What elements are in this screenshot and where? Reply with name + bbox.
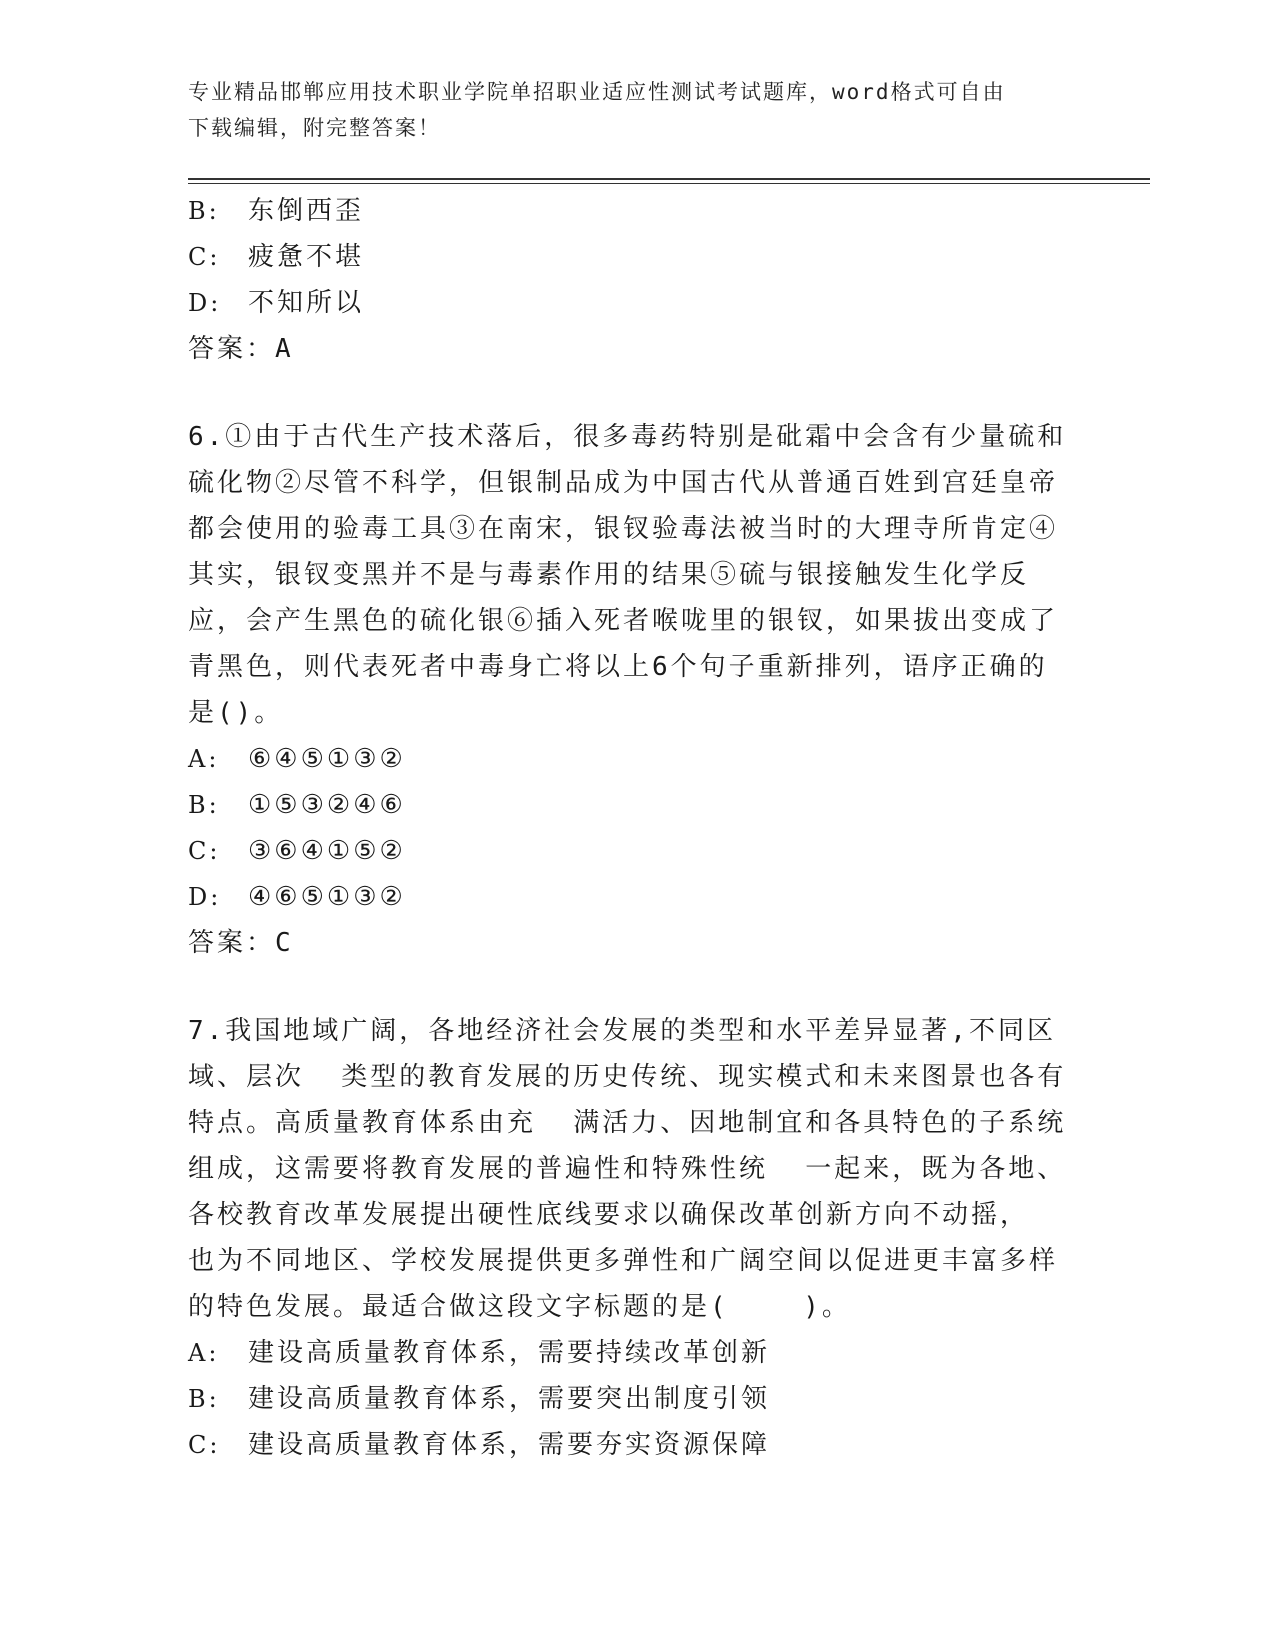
option-letter: C: xyxy=(188,837,221,865)
option-letter: C: xyxy=(188,1431,221,1459)
q6-option-c xyxy=(188,828,1088,874)
option-letter: D: xyxy=(188,289,222,317)
q7-option-a xyxy=(188,1330,1088,1376)
question-6 xyxy=(188,414,1088,966)
q5-option-b xyxy=(188,188,1088,234)
answer-label: 答案： xyxy=(188,334,276,364)
q6-option-a xyxy=(188,736,1088,782)
spacer xyxy=(188,966,1088,1008)
option-text: 疲惫不堪 xyxy=(248,242,365,272)
q6-option-d xyxy=(188,874,1088,920)
option-text: 建设高质量教育体系，需要持续改革创新 xyxy=(248,1338,771,1368)
answer-value: A xyxy=(275,334,294,364)
answer-value: C xyxy=(275,928,294,958)
question-7 xyxy=(188,1008,1088,1468)
q6-answer xyxy=(188,920,1088,966)
page-header xyxy=(188,74,1088,146)
header-line-2: 下载编辑，附完整答案！ xyxy=(188,116,441,140)
answer-label: 答案： xyxy=(188,928,276,958)
q6-option-b xyxy=(188,782,1088,828)
question-5 xyxy=(188,188,1088,372)
option-text: ①⑤③②④⑥ xyxy=(248,790,406,820)
q7-stem: 7.我国地域广阔，各地经济社会发展的类型和水平差异显著,不同区域、层次 类型的教育发展的历史传统、现实模式和未来图景也各有特点。高质量教育体系由充 满活力、因地制宜和各具特色的子系统组成，这需要将教育发展的普遍性和特殊性统 一起来，既为各地、各校教育改革发展提出硬性底线要求以确保改革创新方向不动摇， 也为不同地区、学校发展提供更多弹性和广阔空间以促进更丰富多样的特色发展。最适合做这段文字标题的是( )。 xyxy=(188,1016,1067,1322)
q5-answer xyxy=(188,326,1088,372)
page-content xyxy=(188,188,1088,1468)
option-text: ⑥④⑤①③② xyxy=(248,744,406,774)
option-text: ③⑥④①⑤② xyxy=(248,836,406,866)
q7-option-b xyxy=(188,1376,1088,1422)
option-letter: B: xyxy=(188,197,220,225)
header-divider-thick xyxy=(188,178,1150,180)
option-letter: A: xyxy=(188,745,220,773)
q7-option-c xyxy=(188,1422,1088,1468)
option-text: 建设高质量教育体系，需要夯实资源保障 xyxy=(248,1430,771,1460)
option-letter: C: xyxy=(188,243,221,271)
option-text: 不知所以 xyxy=(248,288,365,318)
header-divider-thin xyxy=(188,183,1150,184)
option-letter: A: xyxy=(188,1339,220,1367)
option-letter: B: xyxy=(188,791,220,819)
option-text: ④⑥⑤①③② xyxy=(248,882,406,912)
q5-option-d xyxy=(188,280,1088,326)
header-line-1: 专业精品邯郸应用技术职业学院单招职业适应性测试考试题库，word格式可自由 xyxy=(188,80,1006,104)
option-letter: D: xyxy=(188,883,222,911)
option-text: 东倒西歪 xyxy=(248,196,365,226)
q6-stem: 6.①由于古代生产技术落后，很多毒药特别是砒霜中会含有少量硫和硫化物②尽管不科学，但银制品成为中国古代从普通百姓到宫廷皇帝都会使用的验毒工具③在南宋，银钗验毒法被当时的大理寺所肯定④其实，银钗变黑并不是与毒素作用的结果⑤硫与银接触发生化学反应，会产生黑色的硫化银⑥插入死者喉咙里的银钗，如果拔出变成了青黑色，则代表死者中毒身亡将以上6个句子重新排列，语序正确的是()。 xyxy=(188,422,1067,728)
option-text: 建设高质量教育体系，需要突出制度引领 xyxy=(248,1384,771,1414)
q5-option-c xyxy=(188,234,1088,280)
spacer xyxy=(188,372,1088,414)
option-letter: B: xyxy=(188,1385,220,1413)
